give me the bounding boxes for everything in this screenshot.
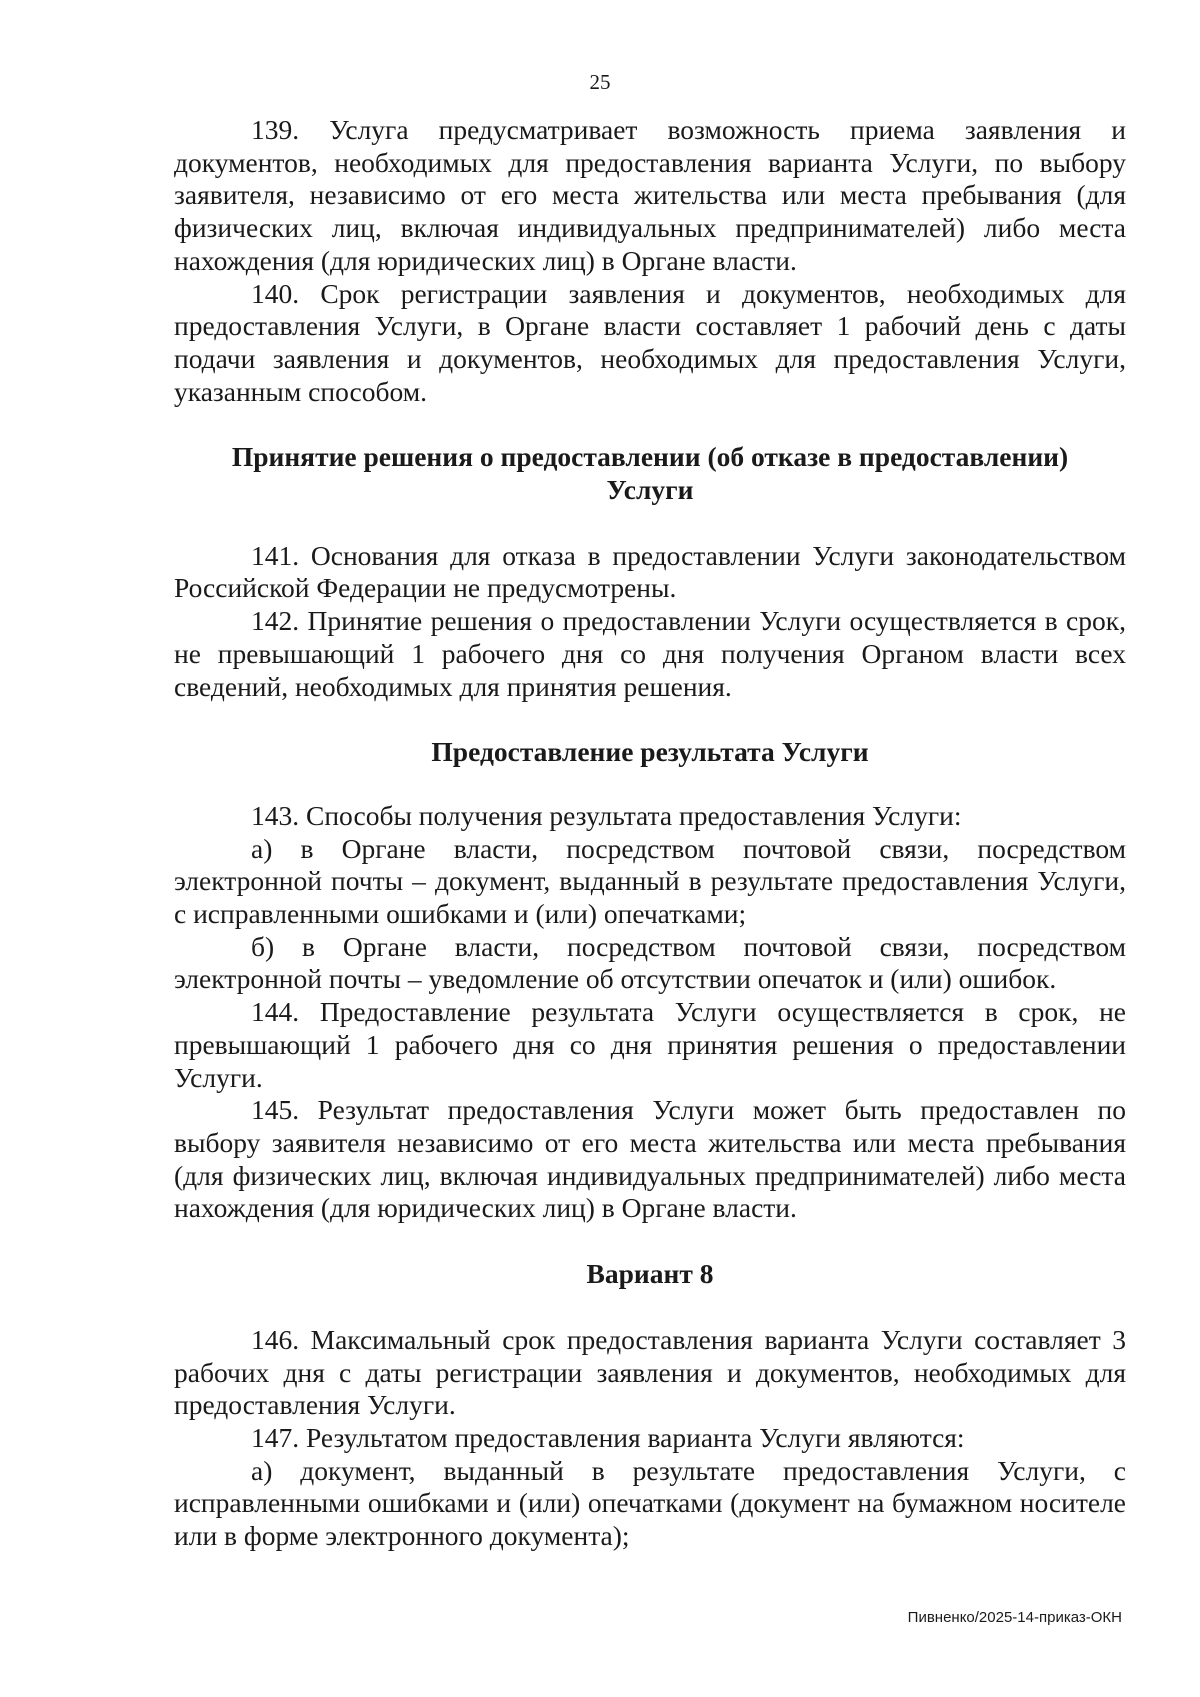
document-body	[174, 114, 1126, 1553]
section-heading-decision: Принятие решения о предоставлении (об отказе в предоставлении) Услуги	[231, 441, 1069, 506]
paragraph-140: 140. Срок регистрации заявления и документов, необходимых для предоставления Услуги, в Органе власти составляет 1 рабочий день с даты подачи заявления и документов, необходимых для предоставления Услуги, указанным способом.	[174, 277, 1126, 407]
page-number: 25	[589, 70, 611, 94]
paragraph-143: 143. Способы получения результата предоставления Услуги:	[251, 799, 962, 831]
paragraph-146: 146. Максимальный срок предоставления варианта Услуги составляет 3 рабочих дня с даты регистрации заявления и документов, необходимых для предоставления Услуги.	[174, 1323, 1126, 1421]
paragraph-144: 144. Предоставление результата Услуги осуществляется в срок, не превышающий 1 рабочего дня со дня принятия решения о предоставлении Услуги.	[174, 996, 1126, 1093]
paragraph-143-a: а) в Органе власти, посредством почтовой связи, посредством электронной почты – документ, выданный в результате предоставления Услуги, с исправленными ошибками и (или) опечатками;	[174, 832, 1126, 930]
paragraph-147: 147. Результатом предоставления варианта Услуги являются:	[251, 1421, 965, 1453]
paragraph-142: 142. Принятие решения о предоставлении Услуги осуществляется в срок, не превышающий 1 рабочего дня со дня получения Органом власти всех сведений, необходимых для принятия решения.	[174, 605, 1126, 702]
paragraph-143-b: б) в Органе власти, посредством почтовой связи, посредством электронной почты – уведомление об отсутствии опечаток и (или) ошибок.	[174, 930, 1126, 995]
paragraph-139: 139. Услуга предусматривает возможность приема заявления и документов, необходимых для предоставления варианта Услуги, по выбору заявителя, независимо от его места жительства или места пребывания (для физических лиц, включая индивидуальных предпринимателей) либо места нахождения (для юридических лиц) в Органе власти.	[174, 114, 1126, 276]
section-heading-variant-8: Вариант 8	[586, 1258, 714, 1290]
paragraph-147-a: а) документ, выданный в результате предоставления Услуги, с исправленными ошибками и (или) опечатками (документ на бумажном носителе или в форме электронного документа);	[174, 1454, 1126, 1552]
document-footer-id: Пивненко/2025-14-приказ-ОКН	[907, 1609, 1122, 1626]
section-heading-result: Предоставление результата Услуги	[431, 736, 869, 768]
paragraph-141: 141. Основания для отказа в предоставлении Услуги законодательством Российской Федерации не предусмотрены.	[174, 539, 1126, 604]
paragraph-145: 145. Результат предоставления Услуги может быть предоставлен по выбору заявителя независимо от его места жительства или места пребывания (для физических лиц, включая индивидуальных предпринимателей) либо места нахождения (для юридических лиц) в Органе власти.	[174, 1094, 1126, 1224]
